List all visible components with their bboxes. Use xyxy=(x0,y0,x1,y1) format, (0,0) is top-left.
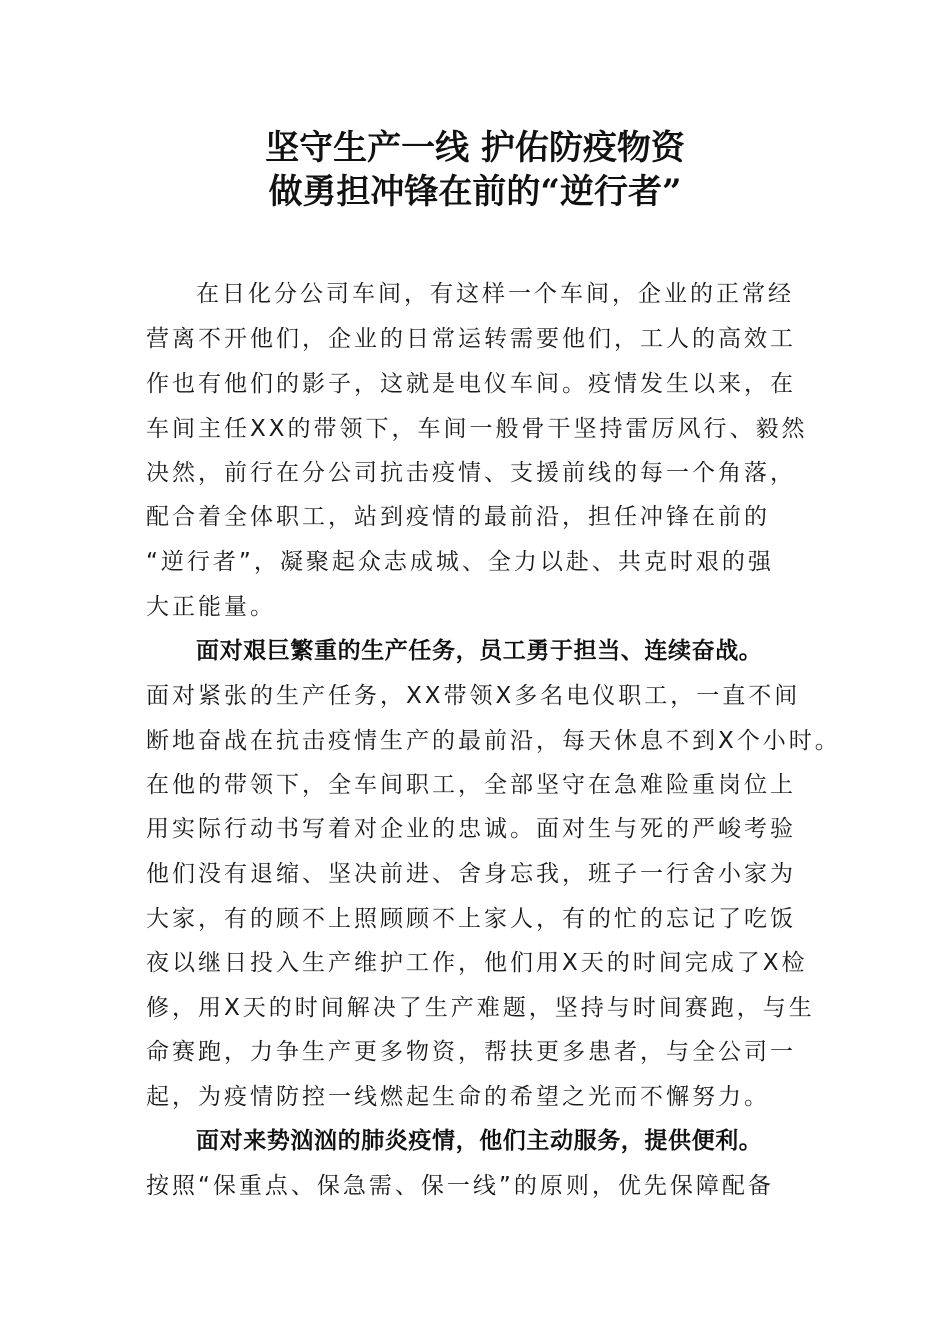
paragraph-2-line: 断地奋战在抗击疫情生产的最前沿，每天休息不到X个小时。 xyxy=(146,728,841,754)
paragraph-2-line: 起，为疫情防控一线燃起生命的希望之光而不懈努力。 xyxy=(146,1084,770,1110)
paragraph-2-line: 面对紧张的生产任务，XX带领X多名电仪职工，一直不间 xyxy=(146,683,801,709)
paragraph-2-line: 夜以继日投入生产维护工作，他们用X天的时间完成了X检 xyxy=(146,950,808,976)
paragraph-1-line: 在日化分公司车间，有这样一个车间，企业的正常经 xyxy=(196,281,794,307)
paragraph-1-line: “逆行者”，凝聚起众志成城、全力以赴、共克时艰的强 xyxy=(146,549,774,575)
paragraph-2-line: 大家，有的顾不上照顾顾不上家人，有的忙的忘记了吃饭 xyxy=(146,906,796,932)
paragraph-2-line: 用实际行动书写着对企业的忠诚。面对生与死的严峻考验 xyxy=(146,816,796,842)
paragraph-1-line: 决然，前行在分公司抗击疫情、支援前线的每一个角落， xyxy=(146,460,796,486)
paragraph-2-line: 修，用X天的时间解决了生产难题，坚持与时间赛跑，与生 xyxy=(146,995,815,1021)
paragraph-1-line: 营离不开他们，企业的日常运转需要他们，工人的高效工 xyxy=(146,326,796,352)
paragraph-1-line: 大正能量。 xyxy=(146,594,276,620)
paragraph-3-line: 按照“保重点、保急需、保一线”的原则，优先保障配备 xyxy=(146,1173,774,1199)
paragraph-1-line: 作也有他们的影子，这就是电仪车间。疫情发生以来，在 xyxy=(146,371,796,397)
paragraph-3-heading: 面对来势汹汹的肺炎疫情，他们主动服务，提供便利。 xyxy=(196,1128,763,1154)
paragraph-1-line: 配合着全体职工，站到疫情的最前沿，担任冲锋在前的 xyxy=(146,504,770,530)
paragraph-1-line: 车间主任XX的带领下，车间一般骨干坚持雷厉风行、毅然 xyxy=(146,416,808,442)
title-line-1: 坚守生产一线 护佑防疫物资 xyxy=(265,128,685,168)
title-line-2: 做勇担冲锋在前的“逆行者” xyxy=(268,172,682,212)
paragraph-2-line: 他们没有退缩、坚决前进、舍身忘我，班子一行舍小家为 xyxy=(146,861,796,887)
paragraph-2-line: 命赛跑，力争生产更多物资，帮扶更多患者，与全公司一 xyxy=(146,1039,796,1065)
paragraph-2-heading: 面对艰巨繁重的生产任务，员工勇于担当、连续奋战。 xyxy=(196,638,763,664)
paragraph-2-line: 在他的带领下，全车间职工，全部坚守在急难险重岗位上 xyxy=(146,772,796,798)
